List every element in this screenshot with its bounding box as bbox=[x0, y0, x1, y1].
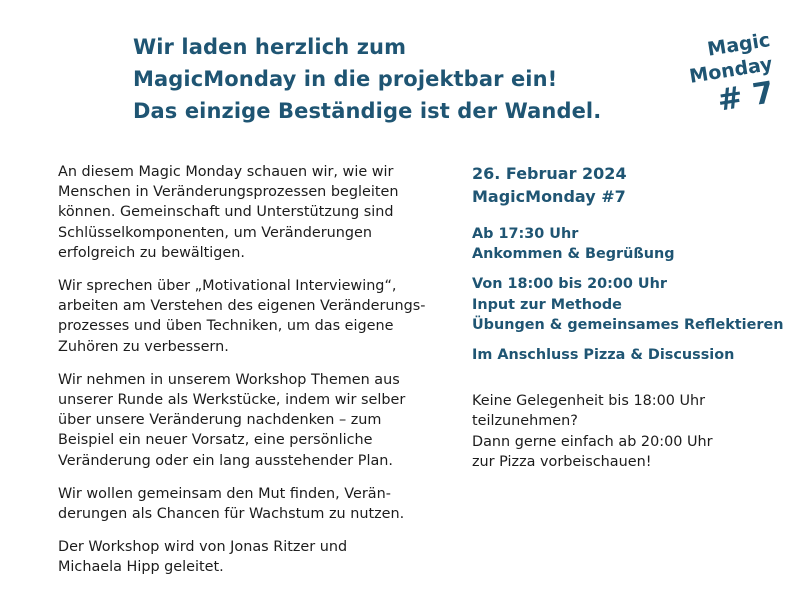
headline bbox=[133, 31, 601, 127]
schedule-item bbox=[472, 274, 792, 335]
text-line: unserer Runde als Werkstücke, indem wir selber bbox=[58, 392, 406, 409]
text-line: Zuhören zu verbessern. bbox=[58, 338, 229, 355]
text-line: Michaela Hipp geleitet. bbox=[58, 559, 224, 576]
headline-line: Das einzige Beständige ist der Wandel. bbox=[133, 99, 602, 123]
text-line: An diesem Magic Monday schauen wir, wie wir bbox=[58, 164, 394, 180]
text-line: teilzunehmen? bbox=[472, 413, 578, 430]
text-line: über unsere Veränderung nachdenken – zum bbox=[58, 412, 382, 429]
logo-graphic bbox=[684, 26, 784, 126]
text-line: Veränderung oder ein lang ausstehender Plan. bbox=[58, 452, 393, 469]
text-line: Schlüsselkomponenten, um Veränderungen bbox=[58, 224, 372, 241]
text-line: Der Workshop wird von Jonas Ritzer und bbox=[58, 539, 348, 556]
text-line: Wir wollen gemeinsam den Mut finden, Verän- bbox=[58, 485, 391, 502]
paragraph bbox=[58, 484, 438, 524]
text-line: können. Gemeinschaft und Unterstützung sind bbox=[58, 204, 394, 221]
paragraph bbox=[58, 162, 438, 263]
paragraph bbox=[58, 537, 438, 577]
text-line: erfolgreich zu bewältigen. bbox=[58, 244, 245, 261]
logo-line2: Monday bbox=[687, 52, 775, 88]
magic-monday-logo bbox=[684, 26, 784, 126]
headline-line: MagicMonday in die projektbar ein! bbox=[133, 67, 558, 91]
text-line: derungen als Chancen für Wachstum zu nutzen. bbox=[58, 506, 405, 523]
paragraph bbox=[58, 370, 438, 471]
schedule-activity: Ankommen & Begrüßung bbox=[472, 246, 675, 263]
schedule-activity: Im Anschluss Pizza & Discussion bbox=[472, 347, 735, 364]
schedule-item bbox=[472, 345, 792, 365]
body-text bbox=[58, 162, 438, 591]
event-heading bbox=[472, 162, 792, 208]
event-name: MagicMonday #7 bbox=[472, 187, 626, 206]
schedule-activity: Input zur Methode bbox=[472, 296, 622, 313]
text-line: zur Pizza vorbeischauen! bbox=[472, 453, 652, 470]
logo-line3: # 7 bbox=[715, 75, 777, 119]
schedule-time: Von 18:00 bis 20:00 Uhr bbox=[472, 276, 667, 293]
event-info bbox=[472, 162, 792, 472]
text-line: Beispiel ein neuer Vorsatz, eine persönliche bbox=[58, 432, 373, 449]
text-line: Dann gerne einfach ab 20:00 Uhr bbox=[472, 433, 713, 450]
text-line: prozesses und üben Techniken, um das eigene bbox=[58, 318, 394, 335]
logo-line1: Magic bbox=[705, 29, 772, 61]
text-line: arbeiten am Verstehen des eigenen Veränderungs- bbox=[58, 298, 426, 315]
schedule-activity: Übungen & gemeinsames Reflektieren bbox=[472, 316, 784, 333]
headline-line: Wir laden herzlich zum bbox=[133, 35, 407, 59]
text-line: Wir sprechen über „Motivational Interviewing“, bbox=[58, 278, 397, 295]
schedule-time: Ab 17:30 Uhr bbox=[472, 226, 579, 242]
text-line: Wir nehmen in unserem Workshop Themen aus bbox=[58, 371, 400, 388]
schedule-item bbox=[472, 224, 792, 264]
event-date: 26. Februar 2024 bbox=[472, 164, 627, 183]
late-arrival-note bbox=[472, 391, 792, 472]
paragraph bbox=[58, 276, 438, 357]
text-line: Menschen in Veränderungsprozessen begleiten bbox=[58, 184, 399, 201]
text-line: Keine Gelegenheit bis 18:00 Uhr bbox=[472, 393, 706, 410]
